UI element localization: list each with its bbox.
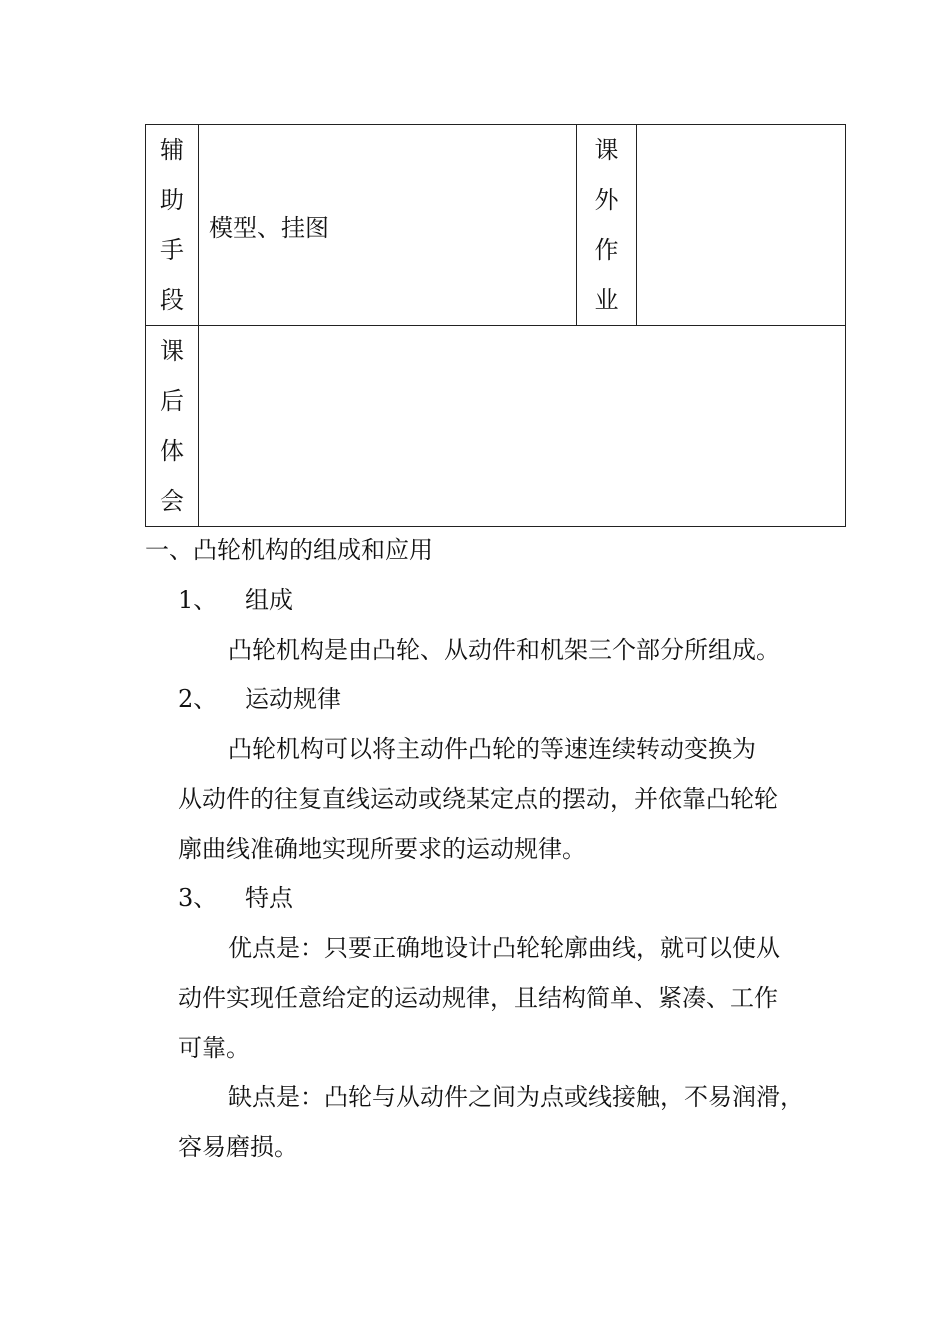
paragraph-line: 凸轮机构可以将主动件凸轮的等速连续转动变换为 bbox=[228, 735, 756, 763]
item-number: 1、 bbox=[178, 586, 218, 614]
aids-label-char: 助 bbox=[160, 186, 184, 214]
paragraph-line: 可靠。 bbox=[178, 1034, 250, 1062]
item-heading-composition bbox=[178, 585, 293, 615]
aids-label-char: 段 bbox=[160, 286, 184, 314]
paragraph-line: 动件实现任意给定的运动规律，且结构简单、紧凑、工作 bbox=[178, 984, 778, 1012]
item-number: 2、 bbox=[178, 685, 218, 713]
homework-content-cell bbox=[637, 125, 846, 326]
homework-label-cell bbox=[577, 125, 637, 326]
homework-label-char: 课 bbox=[594, 136, 619, 164]
section-title: 一、凸轮机构的组成和应用 bbox=[145, 536, 433, 564]
item-title: 运动规律 bbox=[245, 685, 341, 713]
paragraph-line: 从动件的往复直线运动或绕某定点的摆动，并依靠凸轮轮 bbox=[178, 785, 778, 813]
item-heading-features bbox=[178, 883, 293, 913]
reflection-label-cell bbox=[146, 326, 199, 527]
table-row-aids bbox=[146, 125, 846, 326]
reflection-label-char: 课 bbox=[160, 337, 184, 365]
reflection-label-char: 后 bbox=[160, 387, 184, 415]
aids-label-cell bbox=[146, 125, 199, 326]
paragraph-line: 凸轮机构是由凸轮、从动件和机架三个部分所组成。 bbox=[228, 636, 780, 664]
aids-label-char: 手 bbox=[160, 236, 184, 264]
table-row-reflection bbox=[146, 326, 846, 527]
paragraph-line: 优点是：只要正确地设计凸轮轮廓曲线，就可以使从 bbox=[228, 934, 780, 962]
homework-label-char: 作 bbox=[594, 236, 619, 264]
paragraph-line: 廓曲线准确地实现所要求的运动规律。 bbox=[178, 835, 586, 863]
aids-content: 模型、挂图 bbox=[209, 213, 329, 242]
paragraph-line: 容易磨损。 bbox=[178, 1133, 298, 1161]
homework-label-char: 外 bbox=[594, 186, 619, 214]
aids-label-char: 辅 bbox=[160, 136, 184, 164]
reflection-label-char: 会 bbox=[160, 487, 184, 515]
item-title: 特点 bbox=[245, 884, 293, 912]
reflection-label-char: 体 bbox=[160, 437, 184, 465]
homework-label-char: 业 bbox=[594, 286, 619, 314]
item-number: 3、 bbox=[178, 884, 218, 912]
lesson-info-table bbox=[145, 124, 846, 527]
reflection-content-cell bbox=[199, 326, 846, 527]
item-heading-motion-law bbox=[178, 684, 341, 714]
paragraph-line: 缺点是：凸轮与从动件之间为点或线接触，不易润滑， bbox=[228, 1083, 804, 1111]
aids-content-cell bbox=[199, 125, 577, 326]
item-title: 组成 bbox=[245, 586, 293, 614]
